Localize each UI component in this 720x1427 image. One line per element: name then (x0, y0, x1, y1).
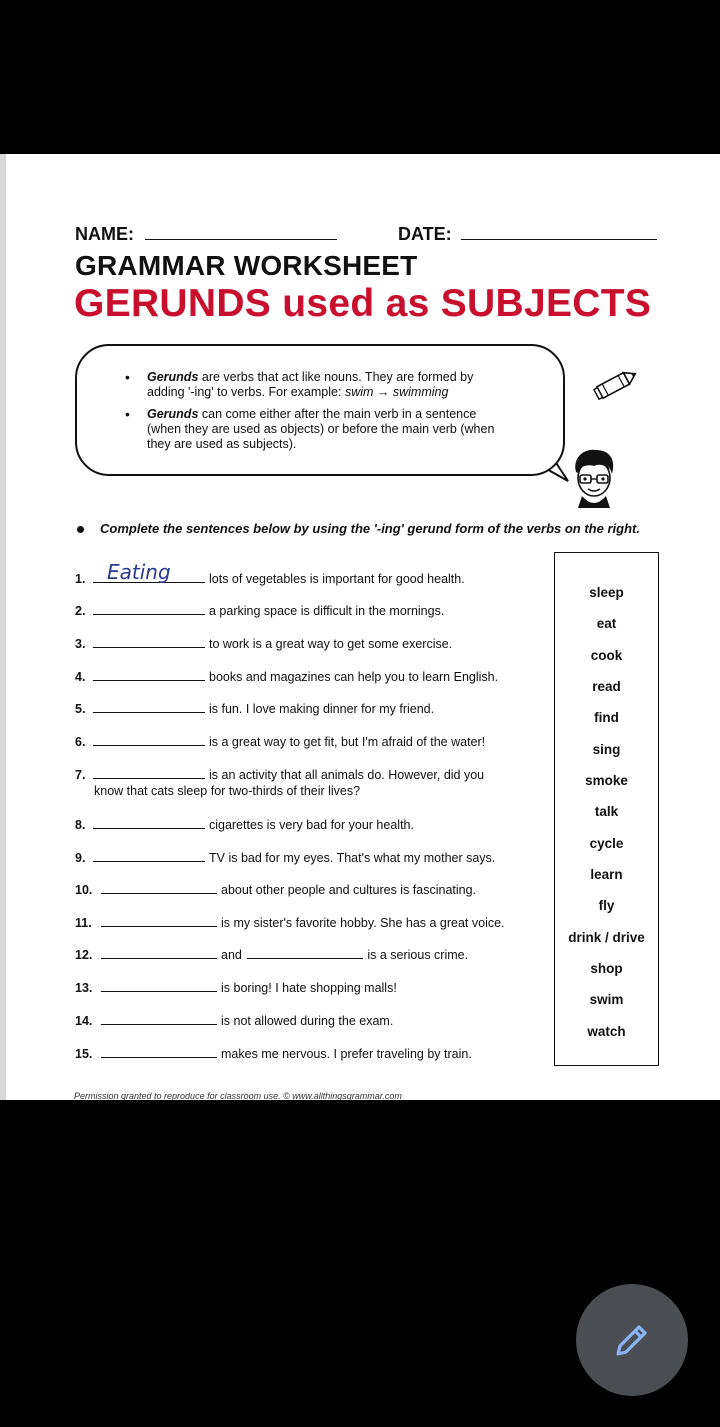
word-bank-item: learn (590, 867, 623, 882)
word-bank-item: swim (589, 992, 624, 1007)
sentence-2: 2. a parking space is difficult in the mornings. (75, 600, 444, 618)
word-bank-item: smoke (585, 773, 628, 788)
name-blank (145, 225, 337, 240)
sentence-14: 14. is not allowed during the exam. (75, 1010, 393, 1028)
info-bullet-1: • Gerunds are verbs that act like nouns. They are formed by adding '-ing' to verbs. For example: swim → swimming (125, 370, 505, 400)
name-label-row (75, 224, 337, 245)
answer-blank-8[interactable] (93, 814, 205, 829)
sentence-12: 12. and is a serious crime. (75, 944, 468, 962)
name-label: NAME: (75, 224, 134, 244)
word-bank-item: drink / drive (568, 930, 645, 945)
page-edge (0, 154, 6, 1100)
handwritten-answer: Eating (107, 560, 171, 584)
sentence-8: 8. cigarettes is very bad for your health. (75, 814, 414, 832)
instructions: Complete the sentences below by using the '-ing' gerund form of the verbs on the right. (77, 521, 640, 536)
answer-blank-5[interactable] (93, 698, 205, 713)
sentence-7: 7. is an activity that all animals do. However, did you (75, 764, 484, 782)
worksheet-page (0, 154, 720, 1100)
info-speech-bubble (75, 344, 565, 476)
sentence-3: 3. to work is a great way to get some exercise. (75, 633, 452, 651)
footer-credit: Permission granted to reproduce for classroom use. © www.allthingsgrammar.com (74, 1091, 402, 1100)
answer-blank-14[interactable] (101, 1010, 217, 1025)
answer-blank-11[interactable] (101, 912, 217, 927)
answer-blank-12b[interactable] (247, 944, 363, 959)
edit-fab-button[interactable] (576, 1284, 688, 1396)
worksheet-subtitle: GERUNDS used as SUBJECTS (74, 282, 652, 325)
answer-blank-3[interactable] (93, 633, 205, 648)
answer-blank-7[interactable] (93, 764, 205, 779)
answer-blank-12a[interactable] (101, 944, 217, 959)
word-bank-item: find (594, 710, 619, 725)
date-label: DATE: (398, 224, 452, 244)
sentence-11: 11. is my sister's favorite hobby. She has a great voice. (75, 912, 505, 930)
answer-blank-15[interactable] (101, 1043, 217, 1058)
sentence-9: 9. TV is bad for my eyes. That's what my mother says. (75, 847, 495, 865)
answer-blank-4[interactable] (93, 666, 205, 681)
sentence-6: 6. is a great way to get fit, but I'm afraid of the water! (75, 731, 485, 749)
sentence-1: 1. Eating lots of vegetables is important for good health. (75, 560, 465, 586)
answer-blank-13[interactable] (101, 977, 217, 992)
date-blank (461, 225, 657, 240)
instruction-bullet (77, 526, 84, 533)
answer-blank-1[interactable] (93, 560, 205, 584)
answer-blank-6[interactable] (93, 731, 205, 746)
word-bank-item: talk (594, 804, 619, 819)
avatar-icon (568, 446, 620, 510)
answer-blank-9[interactable] (93, 847, 205, 862)
sentence-7-continued: know that cats sleep for two-thirds of their lives? (94, 784, 361, 798)
word-bank-item: sleep (589, 585, 624, 600)
sentence-13: 13. is boring! I hate shopping malls! (75, 977, 397, 995)
sentence-4: 4. books and magazines can help you to learn English. (75, 666, 498, 684)
word-bank-item: cycle (589, 836, 624, 851)
word-bank-item: watch (587, 1024, 626, 1039)
pencil-icon (592, 364, 642, 404)
sentence-5: 5. is fun. I love making dinner for my friend. (75, 698, 434, 716)
pencil-icon (612, 1320, 652, 1360)
word-bank-item: fly (598, 898, 615, 913)
word-bank-item: read (592, 679, 621, 694)
word-bank-item: shop (590, 961, 623, 976)
date-label-row (398, 224, 657, 245)
word-bank-item: eat (596, 616, 617, 631)
worksheet-title: GRAMMAR WORKSHEET (75, 250, 418, 281)
answer-blank-10[interactable] (101, 879, 217, 894)
word-bank-item: cook (590, 648, 623, 663)
word-bank (554, 552, 659, 1066)
sentence-10: 10. about other people and cultures is fascinating. (75, 879, 476, 897)
word-bank-item: sing (592, 742, 621, 757)
answer-blank-2[interactable] (93, 600, 205, 615)
sentence-15: 15. makes me nervous. I prefer traveling by train. (75, 1043, 472, 1061)
info-bullet-2: • Gerunds can come either after the main verb in a sentence (when they are used as objects) or before the main verb (when they are used as subjects). (125, 407, 505, 452)
